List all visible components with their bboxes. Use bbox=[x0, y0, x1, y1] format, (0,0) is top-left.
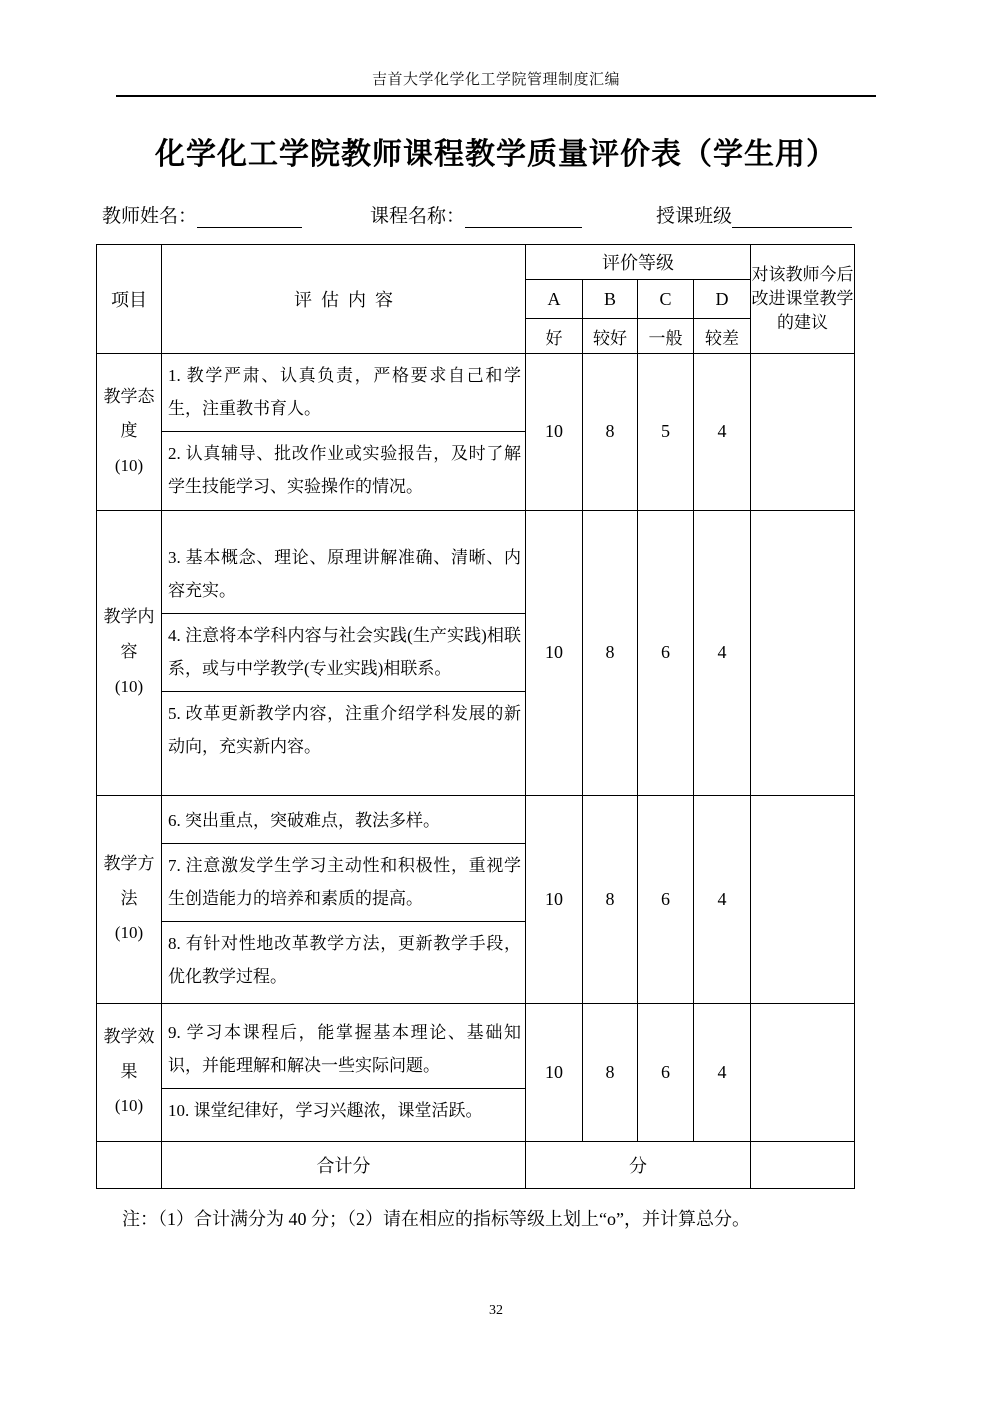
class-input[interactable] bbox=[732, 209, 852, 228]
item-list bbox=[162, 799, 525, 1000]
score-b[interactable]: 8 bbox=[583, 354, 638, 511]
header-grade-group: 评价等级 bbox=[526, 245, 751, 280]
header-row-1 bbox=[97, 245, 855, 280]
score-c[interactable]: 5 bbox=[638, 354, 694, 511]
list-item bbox=[162, 1011, 525, 1089]
score-c[interactable]: 6 bbox=[638, 510, 694, 795]
table-row bbox=[97, 795, 855, 1003]
item-text: 8. 有针对性地改革教学方法，更新教学手段，优化教学过程。 bbox=[168, 934, 521, 987]
header-divider bbox=[116, 95, 876, 97]
form-fields-row bbox=[96, 201, 896, 228]
content-cell bbox=[162, 795, 526, 1003]
header-gradeword-c: 一般 bbox=[638, 319, 694, 354]
category-weight: (10) bbox=[114, 456, 144, 476]
evaluation-table bbox=[96, 244, 855, 1189]
header-suggestion: 对该教师今后改进课堂教学的建议 bbox=[751, 245, 855, 354]
item-text: 7. 注意激发学生学习主动性和积极性，重视学生创造能力的培养和素质的提高。 bbox=[162, 843, 525, 921]
item-list bbox=[162, 354, 525, 510]
class-label: 授课班级 bbox=[656, 206, 733, 227]
category-name: 教学态度 bbox=[103, 386, 155, 441]
item-text: 2. 认真辅导、批改作业或实验报告，及时了解学生技能学习、实验操作的情况。 bbox=[168, 444, 521, 497]
score-d[interactable]: 4 bbox=[694, 510, 751, 795]
category-name: 教学效果 bbox=[103, 1026, 155, 1081]
total-row bbox=[97, 1141, 855, 1188]
score-c[interactable]: 6 bbox=[638, 795, 694, 1003]
table-body bbox=[97, 354, 855, 1189]
content-cell bbox=[162, 1003, 526, 1141]
header-gradeword-d: 较差 bbox=[694, 319, 751, 354]
item-text: 4. 注意将本学科内容与社会实践(生产实践)相联系，或与中学教学(专业实践)相联系。 bbox=[162, 613, 525, 691]
item-list bbox=[162, 1011, 525, 1133]
header-grade-b: B bbox=[583, 280, 638, 319]
list-item bbox=[162, 1089, 525, 1134]
list-item bbox=[162, 432, 525, 510]
category-weight: (10) bbox=[114, 923, 144, 943]
category-name: 教学方法 bbox=[103, 853, 155, 908]
table-row bbox=[97, 354, 855, 511]
total-suggestion-cell[interactable] bbox=[751, 1141, 855, 1188]
category-name: 教学内容 bbox=[103, 607, 155, 662]
course-name-label: 课程名称： bbox=[370, 206, 466, 227]
teacher-name-input[interactable] bbox=[197, 209, 302, 228]
header-grade-d: D bbox=[694, 280, 751, 319]
category-cell bbox=[97, 354, 162, 511]
table-row bbox=[97, 1003, 855, 1141]
score-d[interactable]: 4 bbox=[694, 1003, 751, 1141]
item-text: 10. 课堂纪律好，学习兴趣浓，课堂活跃。 bbox=[168, 1101, 483, 1121]
header-grade-a: A bbox=[526, 280, 583, 319]
category-weight: (10) bbox=[114, 1096, 144, 1116]
list-item bbox=[162, 692, 525, 770]
list-item bbox=[162, 843, 525, 921]
list-item bbox=[162, 799, 525, 844]
category-cell bbox=[97, 1003, 162, 1141]
score-a[interactable]: 10 bbox=[526, 795, 583, 1003]
score-d[interactable]: 4 bbox=[694, 795, 751, 1003]
suggestion-cell[interactable] bbox=[751, 795, 855, 1003]
total-label: 合计分 bbox=[162, 1141, 526, 1188]
running-header: 吉首大学化学化工学院管理制度汇编 bbox=[371, 72, 620, 88]
suggestion-cell[interactable] bbox=[751, 1003, 855, 1141]
score-a[interactable]: 10 bbox=[526, 1003, 583, 1141]
list-item bbox=[162, 613, 525, 691]
score-a[interactable]: 10 bbox=[526, 510, 583, 795]
page-title: 化学化工学院教师课程教学质量评价表（学生用） bbox=[155, 138, 837, 171]
item-text: 3. 基本概念、理论、原理讲解准确、清晰、内容充实。 bbox=[162, 536, 525, 614]
score-b[interactable]: 8 bbox=[583, 510, 638, 795]
class-field[interactable] bbox=[656, 201, 852, 228]
content-cell bbox=[162, 510, 526, 795]
page-number: 32 bbox=[489, 1303, 503, 1318]
total-item-cell bbox=[97, 1141, 162, 1188]
table-note: 注：（1）合计满分为 40 分；（2）请在相应的指标等级上划上“o”，并计算总分。 bbox=[122, 1208, 750, 1229]
list-item bbox=[162, 354, 525, 432]
score-d[interactable]: 4 bbox=[694, 354, 751, 511]
header-item: 项目 bbox=[97, 245, 162, 354]
list-item bbox=[162, 922, 525, 1000]
score-b[interactable]: 8 bbox=[583, 1003, 638, 1141]
course-name-input[interactable] bbox=[465, 209, 582, 228]
list-item bbox=[162, 536, 525, 614]
header-grade-c: C bbox=[638, 280, 694, 319]
table-head bbox=[97, 245, 855, 354]
score-b[interactable]: 8 bbox=[583, 795, 638, 1003]
header-content: 评估内容 bbox=[162, 245, 526, 354]
item-list bbox=[162, 536, 525, 770]
score-c[interactable]: 6 bbox=[638, 1003, 694, 1141]
category-cell bbox=[97, 795, 162, 1003]
teacher-name-label: 教师姓名： bbox=[102, 206, 198, 227]
suggestion-cell[interactable] bbox=[751, 354, 855, 511]
total-score-cell[interactable]: 分 bbox=[526, 1141, 751, 1188]
teacher-name-field[interactable] bbox=[102, 201, 302, 228]
item-text: 6. 突出重点，突破难点，教法多样。 bbox=[162, 799, 525, 844]
category-weight: (10) bbox=[114, 676, 144, 696]
item-text: 1. 教学严肃、认真负责，严格要求自己和学生，注重教书育人。 bbox=[162, 354, 525, 432]
table-row bbox=[97, 510, 855, 795]
suggestion-cell[interactable] bbox=[751, 510, 855, 795]
item-text: 9. 学习本课程后，能掌握基本理论、基础知识，并能理解和解决一些实际问题。 bbox=[162, 1011, 525, 1089]
header-gradeword-b: 较好 bbox=[583, 319, 638, 354]
score-a[interactable]: 10 bbox=[526, 354, 583, 511]
category-cell bbox=[97, 510, 162, 795]
content-cell bbox=[162, 354, 526, 511]
header-gradeword-a: 好 bbox=[526, 319, 583, 354]
item-text: 5. 改革更新教学内容，注重介绍学科发展的新动向，充实新内容。 bbox=[168, 704, 521, 757]
course-name-field[interactable] bbox=[370, 201, 582, 228]
